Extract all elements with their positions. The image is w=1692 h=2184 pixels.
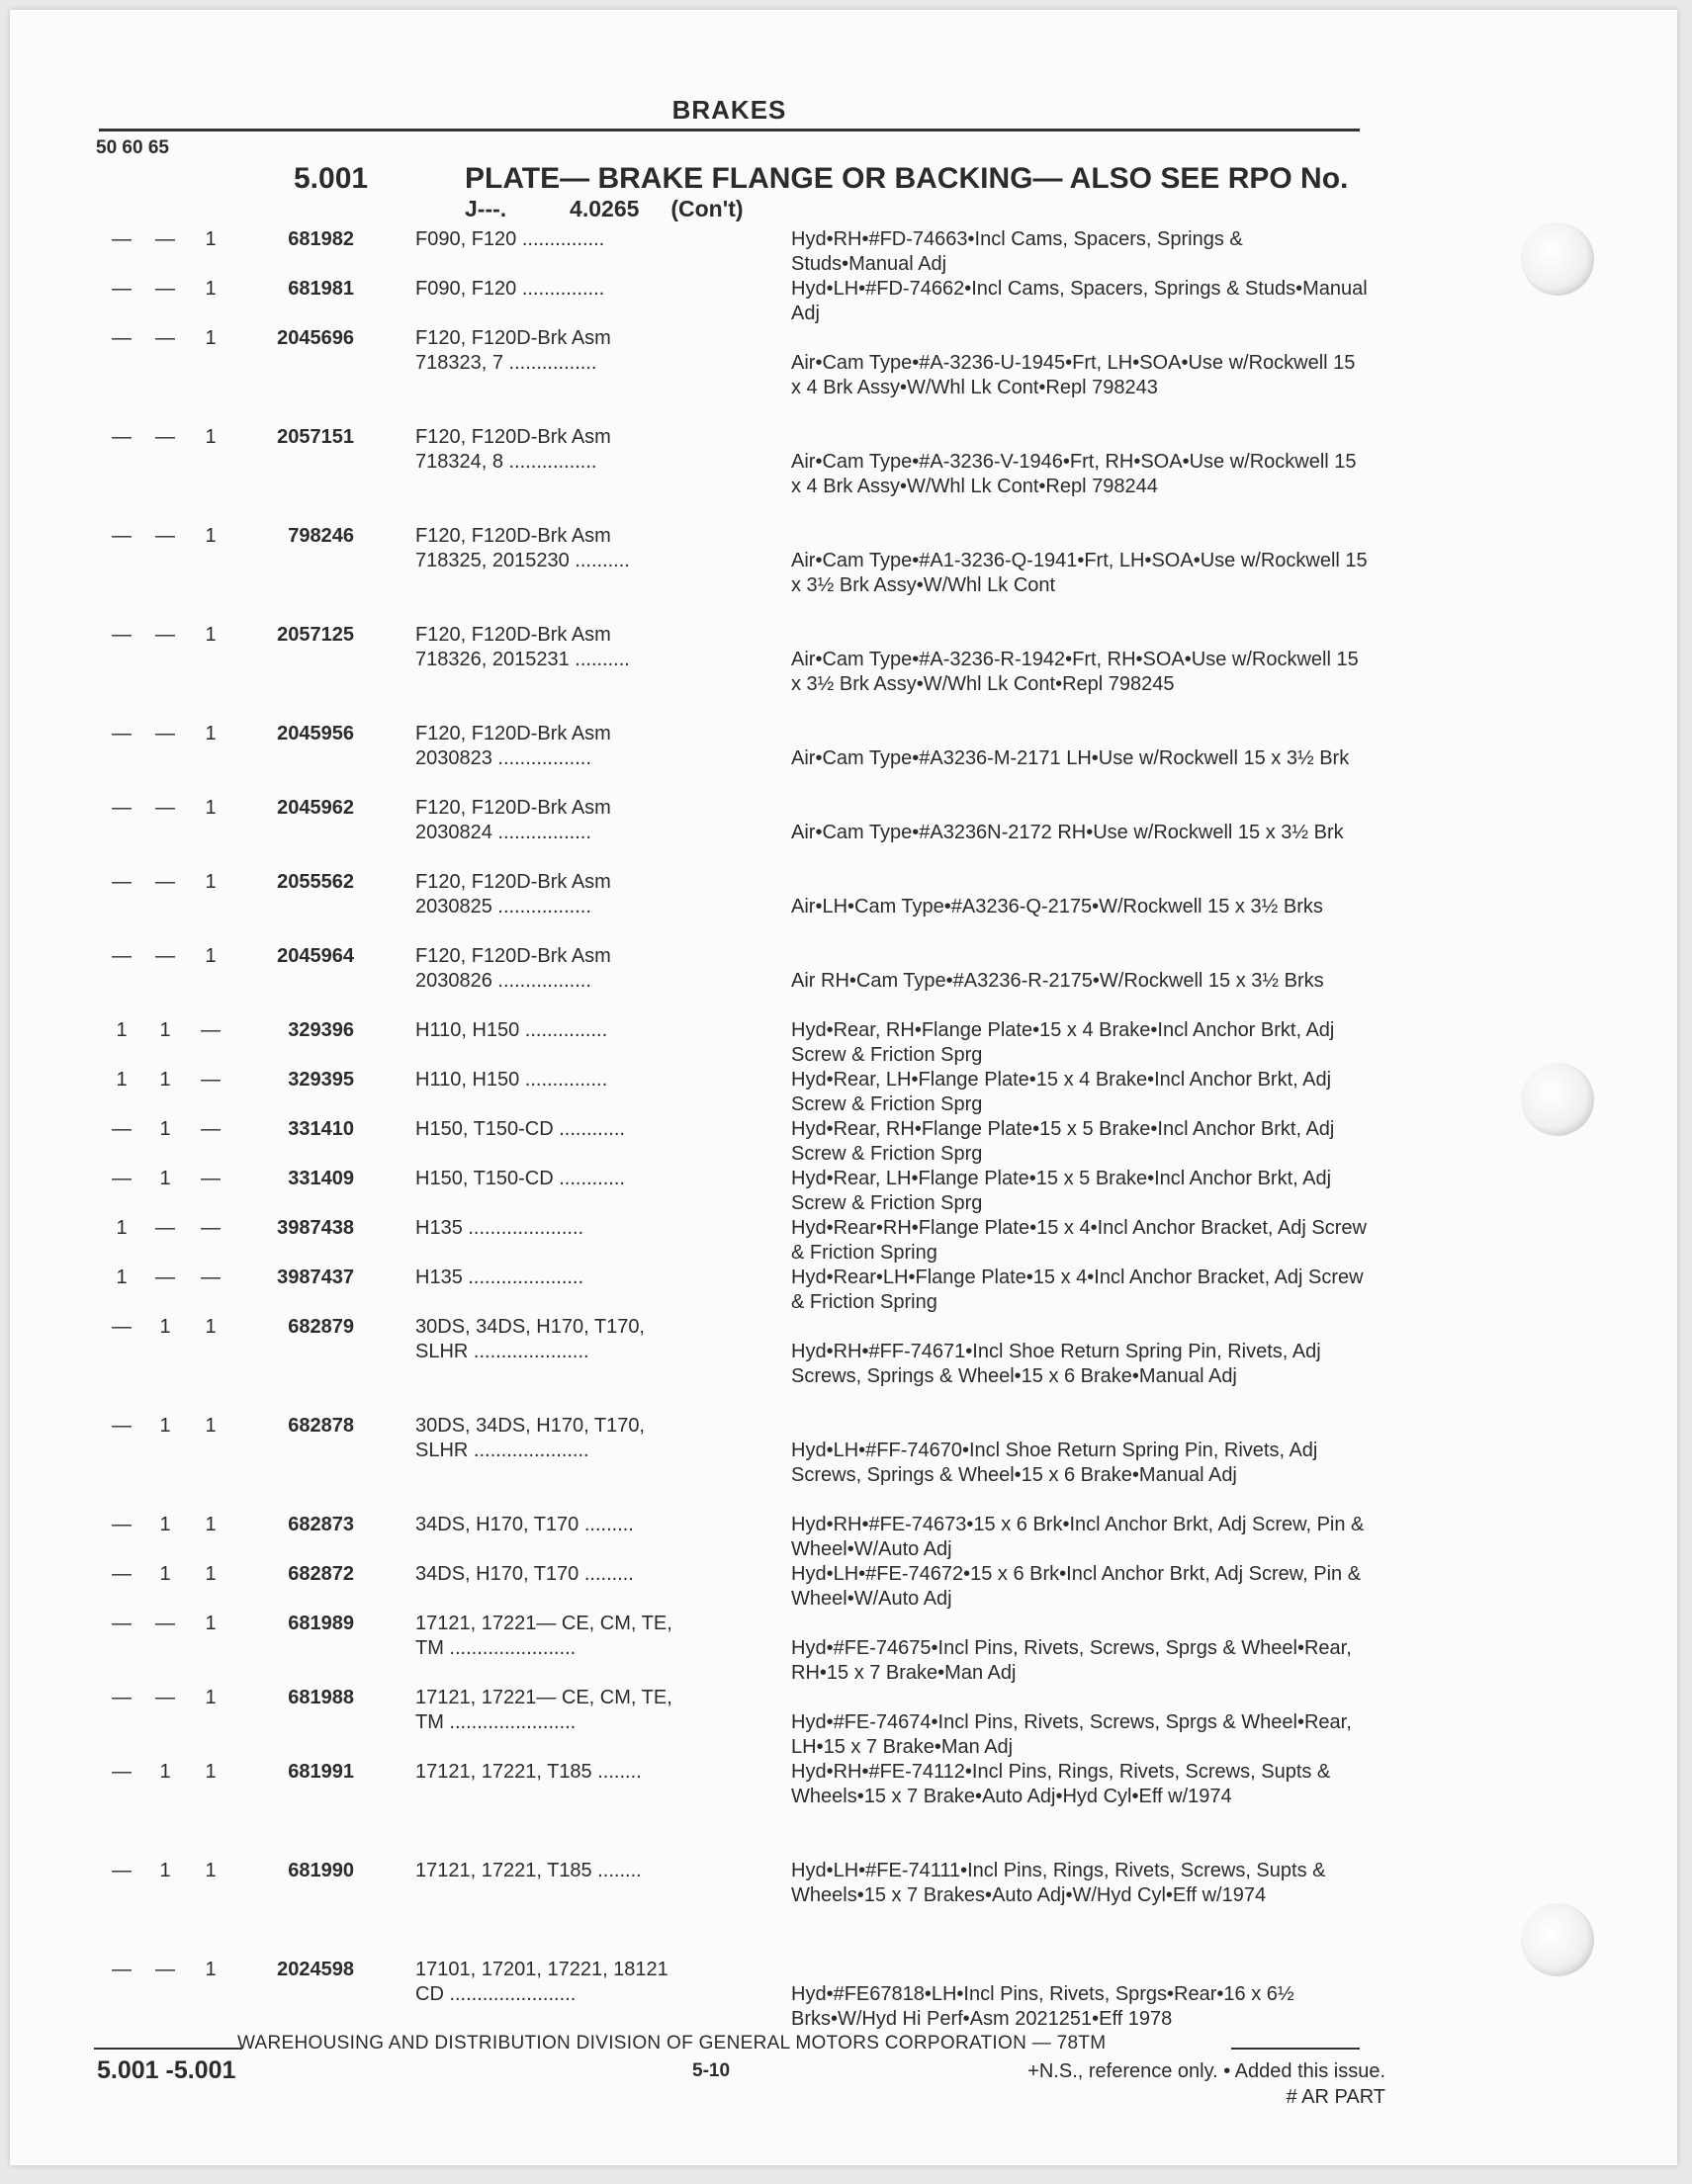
model-applicability <box>415 1414 774 1463</box>
year-65-cell: — <box>201 1267 221 1288</box>
model-line: 34DS, H170, T170 ......... <box>415 1514 634 1535</box>
part-description: Air RH•Cam Type•#A3236-R-2175•W/Rockwell 15 x 3½ Brks <box>791 970 1324 992</box>
part-description: Air•Cam Type•#A1-3236-Q-1941•Frt, LH•SOA•Use w/Rockwell 15 x 3½ Brk Assy•W/Whl Lk Cont <box>791 550 1368 596</box>
part-description: Air•Cam Type•#A3236N-2172 RH•Use w/Rockwell 15 x 3½ Brk <box>791 822 1344 843</box>
part-number: 2045964 <box>277 945 354 967</box>
year-65-cell: 1 <box>205 228 217 250</box>
year-60-cell: — <box>155 525 175 547</box>
part-number: 2045696 <box>277 327 354 349</box>
year-65-cell: 1 <box>205 1514 217 1535</box>
footer-rule-right <box>1231 2048 1360 2050</box>
year-50-cell: 1 <box>116 1267 128 1288</box>
table-row <box>0 326 1692 425</box>
year-60-cell: — <box>155 327 175 349</box>
year-65-cell: 1 <box>205 797 217 819</box>
model-line: F120, F120D-Brk Asm <box>415 871 611 893</box>
model-line: 30DS, 34DS, H170, T170, <box>415 1316 645 1338</box>
table-row <box>0 1760 1692 1859</box>
year-50-cell: — <box>112 278 132 300</box>
year-60-cell: — <box>155 624 175 646</box>
page-number: 5-10 <box>692 2060 731 2081</box>
model-line: 718325, 2015230 .......... <box>415 550 630 571</box>
year-65-cell: 1 <box>205 426 217 448</box>
model-line: F090, F120 ............... <box>415 278 605 300</box>
model-line: H110, H150 ............... <box>415 1019 608 1041</box>
year-65-cell: 1 <box>205 327 217 349</box>
part-description: Hyd•LH•#FF-74670•Incl Shoe Return Spring Pin, Rivets, Adj Screws, Springs & Wheel•15 x 6 Brake•Manual Adj <box>791 1440 1318 1486</box>
part-description: Hyd•RH•#FF-74671•Incl Shoe Return Spring Pin, Rivets, Adj Screws, Springs & Wheel•15 x 6 Brake•Manual Adj <box>791 1341 1321 1387</box>
year-60-cell: — <box>155 1267 175 1288</box>
part-number: 682879 <box>288 1316 354 1338</box>
model-line: SLHR ..................... <box>415 1341 589 1362</box>
model-applicability <box>415 944 774 994</box>
model-line: F120, F120D-Brk Asm <box>415 327 611 349</box>
model-line: F120, F120D-Brk Asm <box>415 797 611 819</box>
year-65-cell: 1 <box>205 1415 217 1437</box>
part-description: Hyd•#FE-74675•Incl Pins, Rivets, Screws, Sprgs & Wheel•Rear, RH•15 x 7 Brake•Man Adj <box>791 1637 1352 1684</box>
year-60-cell: 1 <box>159 1019 171 1041</box>
model-line: H150, T150-CD ............ <box>415 1118 625 1140</box>
model-line: CD ....................... <box>415 1983 577 2005</box>
year-65-cell: 1 <box>205 624 217 646</box>
part-description: Hyd•Rear•RH•Flange Plate•15 x 4•Incl Anchor Bracket, Adj Screw & Friction Spring <box>791 1217 1367 1264</box>
year-50-cell: — <box>112 1959 132 1980</box>
model-applicability <box>415 1760 774 1785</box>
year-60-cell: — <box>155 1687 175 1708</box>
year-50-cell: — <box>112 1563 132 1585</box>
year-65-cell: 1 <box>205 945 217 967</box>
part-description: Air•LH•Cam Type•#A3236-Q-2175•W/Rockwell 15 x 3½ Brks <box>791 896 1323 917</box>
table-row <box>0 425 1692 524</box>
year-60-cell: 1 <box>159 1415 171 1437</box>
part-description: Hyd•Rear•LH•Flange Plate•15 x 4•Incl Anchor Bracket, Adj Screw & Friction Spring <box>791 1267 1364 1313</box>
table-row <box>0 944 1692 1018</box>
model-applicability <box>415 623 774 672</box>
part-number: 2057125 <box>277 624 354 646</box>
part-description: Hyd•LH•#FE-74672•15 x 6 Brk•Incl Anchor Brkt, Adj Screw, Pin & Wheel•W/Auto Adj <box>791 1563 1362 1610</box>
part-number: 329395 <box>288 1069 354 1091</box>
model-applicability <box>415 1612 774 1661</box>
model-applicability <box>415 524 774 573</box>
year-60-cell: — <box>155 871 175 893</box>
footer-section-range: 5.001 -5.001 <box>97 2056 236 2084</box>
part-description: Hyd•RH•#FE-74673•15 x 6 Brk•Incl Anchor Brkt, Adj Screw, Pin & Wheel•W/Auto Adj <box>791 1514 1365 1560</box>
model-applicability <box>415 277 774 302</box>
model-line: 718326, 2015231 .......... <box>415 649 630 670</box>
year-50-cell: 1 <box>116 1019 128 1041</box>
part-number: 798246 <box>288 525 354 547</box>
table-row <box>0 1266 1692 1315</box>
part-number: 329396 <box>288 1019 354 1041</box>
year-60-cell: — <box>155 1959 175 1980</box>
year-column-header: 50 60 65 <box>96 137 169 158</box>
part-description: Hyd•Rear, RH•Flange Plate•15 x 5 Brake•Incl Anchor Brkt, Adj Screw & Friction Sprg <box>791 1118 1335 1165</box>
year-65-cell: 1 <box>205 1563 217 1585</box>
table-row <box>0 1068 1692 1117</box>
model-line: F120, F120D-Brk Asm <box>415 723 611 744</box>
model-line: F120, F120D-Brk Asm <box>415 525 611 547</box>
part-number: 681982 <box>288 228 354 250</box>
year-50-cell: — <box>112 1514 132 1535</box>
part-number: 3987437 <box>277 1267 354 1288</box>
year-50-cell: — <box>112 327 132 349</box>
year-50-cell: — <box>112 1168 132 1189</box>
model-applicability <box>415 1167 774 1191</box>
year-65-cell: 1 <box>205 278 217 300</box>
model-applicability <box>415 1958 774 2007</box>
year-60-cell: — <box>155 228 175 250</box>
table-row <box>0 1859 1692 1958</box>
model-line: H110, H150 ............... <box>415 1069 608 1091</box>
part-description: Hyd•LH•#FE-74111•Incl Pins, Rings, Rivets, Screws, Supts & Wheels•15 x 7 Brakes•Auto Adj•W/Hyd Cyl•Eff w/1974 <box>791 1860 1326 1906</box>
model-applicability <box>415 1216 774 1241</box>
part-number: 681991 <box>288 1761 354 1783</box>
part-number: 2045956 <box>277 723 354 744</box>
model-line: 2030825 ................. <box>415 896 591 917</box>
model-applicability <box>415 1117 774 1142</box>
table-row <box>0 1686 1692 1760</box>
year-65-cell: 1 <box>205 1316 217 1338</box>
model-applicability <box>415 796 774 845</box>
part-description: Hyd•RH•#FD-74663•Incl Cams, Spacers, Springs & Studs•Manual Adj <box>791 228 1243 275</box>
part-description: Air•Cam Type•#A-3236-R-1942•Frt, RH•SOA•Use w/Rockwell 15 x 3½ Brk Assy•W/Whl Lk Cont•Repl 798245 <box>791 649 1359 695</box>
year-50-cell: — <box>112 1118 132 1140</box>
year-50-cell: — <box>112 1761 132 1783</box>
year-65-cell: — <box>201 1217 221 1239</box>
part-description: Hyd•Rear, LH•Flange Plate•15 x 4 Brake•Incl Anchor Brkt, Adj Screw & Friction Sprg <box>791 1069 1332 1115</box>
year-50-cell: 1 <box>116 1217 128 1239</box>
model-applicability <box>415 1315 774 1364</box>
year-50-cell: — <box>112 1316 132 1338</box>
year-50-cell: — <box>112 525 132 547</box>
table-row <box>0 1018 1692 1068</box>
page-title: BRAKES <box>671 95 787 125</box>
year-50-cell: — <box>112 871 132 893</box>
table-row <box>0 870 1692 944</box>
table-row <box>0 227 1692 277</box>
part-description: Hyd•#FE67818•LH•Incl Pins, Rivets, Sprgs•Rear•16 x 6½ Brks•W/Hyd Hi Perf•Asm 2021251•Eff 1978 <box>791 1983 1294 2030</box>
year-65-cell: — <box>201 1069 221 1091</box>
model-line: F120, F120D-Brk Asm <box>415 624 611 646</box>
part-number: 2045962 <box>277 797 354 819</box>
year-65-cell: 1 <box>205 1687 217 1708</box>
table-row <box>0 623 1692 722</box>
year-65-cell: — <box>201 1019 221 1041</box>
year-60-cell: 1 <box>159 1168 171 1189</box>
year-65-cell: — <box>201 1118 221 1140</box>
footer-division: WAREHOUSING AND DISTRIBUTION DIVISION OF GENERAL MOTORS CORPORATION — 78TM <box>237 2033 1107 2053</box>
model-line: F120, F120D-Brk Asm <box>415 945 611 967</box>
model-line: 718323, 7 ................ <box>415 352 597 374</box>
year-50-cell: — <box>112 1860 132 1881</box>
table-row <box>0 1315 1692 1414</box>
model-line: F090, F120 ............... <box>415 228 605 250</box>
year-50-cell: — <box>112 1687 132 1708</box>
year-50-cell: — <box>112 723 132 744</box>
part-number: 3987438 <box>277 1217 354 1239</box>
year-65-cell: 1 <box>205 1761 217 1783</box>
model-line: 17121, 17221, T185 ........ <box>415 1761 642 1783</box>
header-rule <box>99 129 1360 131</box>
model-line: TM ....................... <box>415 1637 577 1659</box>
year-65-cell: 1 <box>205 723 217 744</box>
section-number: 5.001 <box>294 162 369 195</box>
year-60-cell: — <box>155 723 175 744</box>
section-title: PLATE— BRAKE FLANGE OR BACKING— ALSO SEE RPO No. <box>465 162 1349 195</box>
part-description: Hyd•Rear, RH•Flange Plate•15 x 4 Brake•Incl Anchor Brkt, Adj Screw & Friction Sprg <box>791 1019 1335 1066</box>
model-applicability <box>415 1562 774 1587</box>
footer-rule-left <box>94 2048 242 2050</box>
model-line: 17121, 17221, T185 ........ <box>415 1860 642 1881</box>
model-line: 2030824 ................. <box>415 822 591 843</box>
part-number: 681989 <box>288 1613 354 1634</box>
year-60-cell: — <box>155 797 175 819</box>
model-line: 17121, 17221— CE, CM, TE, <box>415 1687 672 1708</box>
year-65-cell: 1 <box>205 1860 217 1881</box>
part-number: 682872 <box>288 1563 354 1585</box>
year-60-cell: 1 <box>159 1118 171 1140</box>
part-number: 2055562 <box>277 871 354 893</box>
year-60-cell: 1 <box>159 1761 171 1783</box>
year-60-cell: — <box>155 426 175 448</box>
year-50-cell: — <box>112 624 132 646</box>
part-number: 2024598 <box>277 1959 354 1980</box>
year-60-cell: 1 <box>159 1860 171 1881</box>
table-row <box>0 1167 1692 1216</box>
part-description: Hyd•#FE-74674•Incl Pins, Rivets, Screws, Sprgs & Wheel•Rear, LH•15 x 7 Brake•Man Adj <box>791 1711 1352 1758</box>
model-line: H135 ..................... <box>415 1217 584 1239</box>
part-description: Hyd•LH•#FD-74662•Incl Cams, Spacers, Springs & Studs•Manual Adj <box>791 278 1368 324</box>
part-number: 682873 <box>288 1514 354 1535</box>
model-line: 34DS, H170, T170 ......... <box>415 1563 634 1585</box>
table-row <box>0 796 1692 870</box>
footer-legend-note: +N.S., reference only. • Added this issue. <box>1027 2060 1385 2082</box>
part-description: Hyd•RH•#FE-74112•Incl Pins, Rings, Rivets, Screws, Supts & Wheels•15 x 7 Brake•Auto Adj•Hyd Cyl•Eff w/1974 <box>791 1761 1331 1807</box>
model-applicability <box>415 1686 774 1735</box>
model-line: SLHR ..................... <box>415 1440 589 1461</box>
table-row <box>0 1216 1692 1266</box>
year-50-cell: — <box>112 228 132 250</box>
table-row <box>0 1117 1692 1167</box>
part-description: Air•Cam Type•#A-3236-V-1946•Frt, RH•SOA•Use w/Rockwell 15 x 4 Brk Assy•W/Whl Lk Cont•Repl 798244 <box>791 451 1357 497</box>
part-description: Hyd•Rear, LH•Flange Plate•15 x 5 Brake•Incl Anchor Brkt, Adj Screw & Friction Sprg <box>791 1168 1332 1214</box>
model-line: 30DS, 34DS, H170, T170, <box>415 1415 645 1437</box>
model-line: 718324, 8 ................ <box>415 451 597 473</box>
year-50-cell: — <box>112 1415 132 1437</box>
year-50-cell: 1 <box>116 1069 128 1091</box>
section-title-continued: J---. 4.0265 (Con't) <box>465 196 744 221</box>
model-line: H150, T150-CD ............ <box>415 1168 625 1189</box>
year-65-cell: 1 <box>205 1613 217 1634</box>
table-row <box>0 1414 1692 1513</box>
part-number: 681990 <box>288 1860 354 1881</box>
table-row <box>0 1612 1692 1686</box>
model-applicability <box>415 1859 774 1883</box>
model-applicability <box>415 425 774 475</box>
part-description: Air•Cam Type•#A3236-M-2171 LH•Use w/Rockwell 15 x 3½ Brk <box>791 747 1350 769</box>
year-60-cell: 1 <box>159 1069 171 1091</box>
year-60-cell: — <box>155 945 175 967</box>
year-50-cell: — <box>112 945 132 967</box>
model-applicability <box>415 227 774 252</box>
year-60-cell: — <box>155 1217 175 1239</box>
model-line: 17101, 17201, 17221, 18121 <box>415 1959 668 1980</box>
model-applicability <box>415 1266 774 1290</box>
year-60-cell: 1 <box>159 1514 171 1535</box>
year-65-cell: — <box>201 1168 221 1189</box>
year-60-cell: 1 <box>159 1563 171 1585</box>
parts-list <box>0 227 1692 2056</box>
year-65-cell: 1 <box>205 525 217 547</box>
table-row <box>0 1513 1692 1562</box>
model-line: F120, F120D-Brk Asm <box>415 426 611 448</box>
year-60-cell: — <box>155 1613 175 1634</box>
part-number: 682878 <box>288 1415 354 1437</box>
model-applicability <box>415 1513 774 1537</box>
model-line: 17121, 17221— CE, CM, TE, <box>415 1613 672 1634</box>
part-number: 2057151 <box>277 426 354 448</box>
part-description: Air•Cam Type•#A-3236-U-1945•Frt, LH•SOA•Use w/Rockwell 15 x 4 Brk Assy•W/Whl Lk Cont•Repl 798243 <box>791 352 1356 398</box>
year-65-cell: 1 <box>205 871 217 893</box>
footer-ar-note: # AR PART <box>1286 2086 1385 2108</box>
part-number: 331410 <box>288 1118 354 1140</box>
model-line: H135 ..................... <box>415 1267 584 1288</box>
table-row <box>0 1562 1692 1612</box>
model-line: TM ....................... <box>415 1711 577 1733</box>
table-row <box>0 277 1692 326</box>
year-60-cell: 1 <box>159 1316 171 1338</box>
model-applicability <box>415 870 774 919</box>
year-60-cell: — <box>155 278 175 300</box>
model-line: 2030823 ................. <box>415 747 591 769</box>
table-row <box>0 524 1692 623</box>
model-applicability <box>415 326 774 376</box>
model-applicability <box>415 1068 774 1092</box>
year-50-cell: — <box>112 1613 132 1634</box>
part-number: 681981 <box>288 278 354 300</box>
table-row <box>0 722 1692 796</box>
part-number: 681988 <box>288 1687 354 1708</box>
model-applicability <box>415 1018 774 1043</box>
model-line: 2030826 ................. <box>415 970 591 992</box>
year-50-cell: — <box>112 797 132 819</box>
year-65-cell: 1 <box>205 1959 217 1980</box>
year-50-cell: — <box>112 426 132 448</box>
model-applicability <box>415 722 774 771</box>
part-number: 331409 <box>288 1168 354 1189</box>
